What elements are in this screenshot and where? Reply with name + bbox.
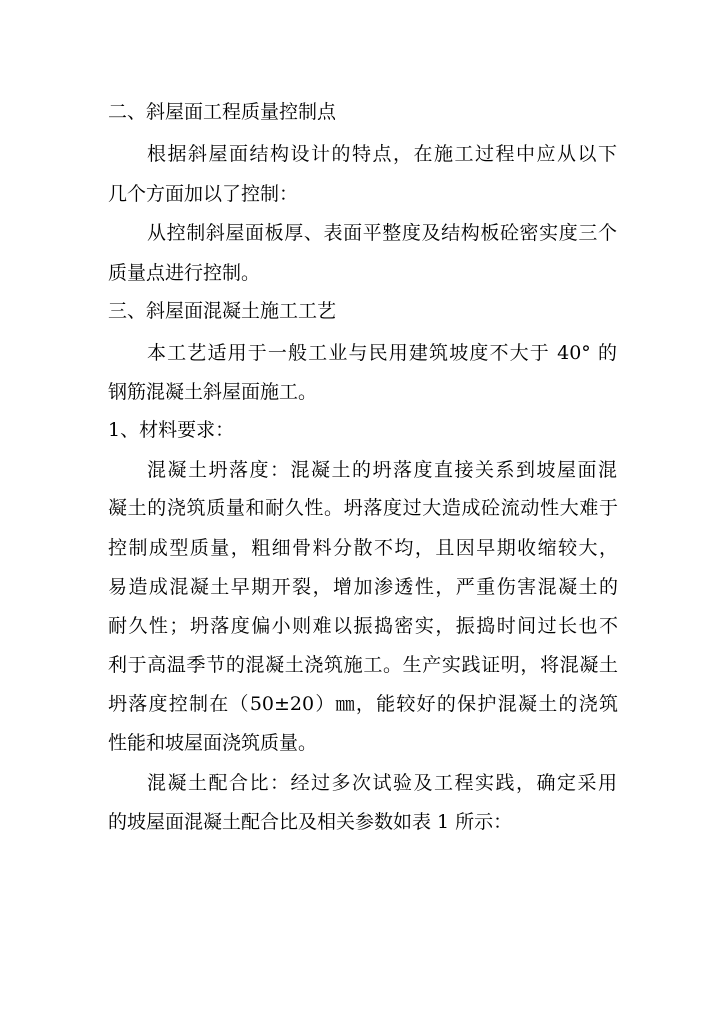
section-heading-2: 二、斜屋面工程质量控制点: [108, 101, 337, 123]
paragraph-line: 本工艺适用于一般工业与民用建筑坡度不大于 40° 的: [147, 342, 617, 364]
paragraph-line: 控制成型质量，粗细骨料分散不均，且因早期收缩较大，: [108, 537, 618, 559]
paragraph-line: 利于高温季节的混凝土浇筑施工。生产实践证明，将混凝土: [108, 654, 618, 676]
subsection-heading: 1、材料要求：: [108, 419, 235, 441]
paragraph-line: 从控制斜屋面板厚、表面平整度及结构板砼密实度三个: [147, 222, 617, 244]
paragraph-line: 几个方面加以了控制：: [108, 183, 299, 205]
paragraph-line: 的坡屋面混凝土配合比及相关参数如表 1 所示：: [108, 811, 513, 833]
paragraph-line: 易造成混凝土早期开裂，增加渗透性，严重伤害混凝土的: [108, 576, 618, 598]
paragraph-line: 凝土的浇筑质量和耐久性。坍落度过大造成砼流动性大难于: [108, 497, 618, 519]
section-heading-3: 三、斜屋面混凝土施工工艺: [108, 300, 337, 322]
paragraph-line: 钢筋混凝土斜屋面施工。: [108, 381, 318, 403]
paragraph-line: 混凝土坍落度：混凝土的坍落度直接关系到坡屋面混: [147, 459, 617, 481]
paragraph-line: 耐久性；坍落度偏小则难以振捣密实，振捣时间过长也不: [108, 615, 618, 637]
paragraph-line: 质量点进行控制。: [108, 262, 261, 284]
paragraph-line: 坍落度控制在（50±20）㎜，能较好的保护混凝土的浇筑: [108, 693, 618, 715]
paragraph-line: 性能和坡屋面浇筑质量。: [108, 732, 318, 754]
paragraph-line: 根据斜屋面结构设计的特点，在施工过程中应从以下: [147, 143, 617, 165]
paragraph-line: 混凝土配合比：经过多次试验及工程实践，确定采用: [147, 772, 617, 794]
